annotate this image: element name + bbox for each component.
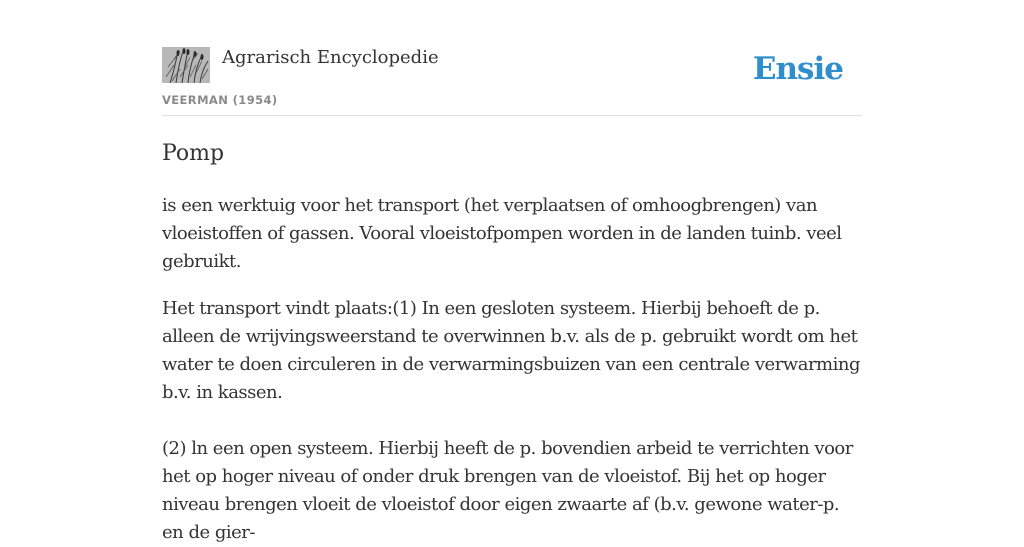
content-container bbox=[162, 0, 862, 543]
article-title: Pomp bbox=[162, 141, 225, 166]
article-paragraph: is een werktuig voor het transport (het verplaatsen of omhoogbrengen) van vloeistoffen of gassen. Vooral vloeistofpompen worden in de landen tuinb. veel gebruikt. bbox=[162, 195, 842, 272]
author-year: VEERMAN (1954) bbox=[162, 93, 278, 107]
article-paragraph: (2) ln een open systeem. Hierbij heeft de p. bovendien arbeid te verrichten voor het op hoger niveau of onder druk brengen van de vloeistof. Bij het op hoger niveau brengen vloeit de vloeistof door eigen zwaarte af (b.v. gewone water-p. en de gier- bbox=[162, 438, 853, 543]
encyclopedia-title[interactable]: Agrarisch Encyclopedie bbox=[222, 47, 439, 68]
brand-logo[interactable]: Ensie bbox=[752, 51, 843, 87]
wheat-engraving-icon[interactable] bbox=[162, 47, 210, 83]
header bbox=[162, 0, 862, 116]
article-paragraph: Het transport vindt plaats:(1) In een gesloten systeem. Hierbij behoeft de p. alleen de wrijvingsweerstand te overwinnen b.v. als de p. gebruikt wordt om het water te doen circuleren in de verwarmingsbuizen van een centrale verwarming b.v. in kassen. bbox=[162, 298, 860, 403]
